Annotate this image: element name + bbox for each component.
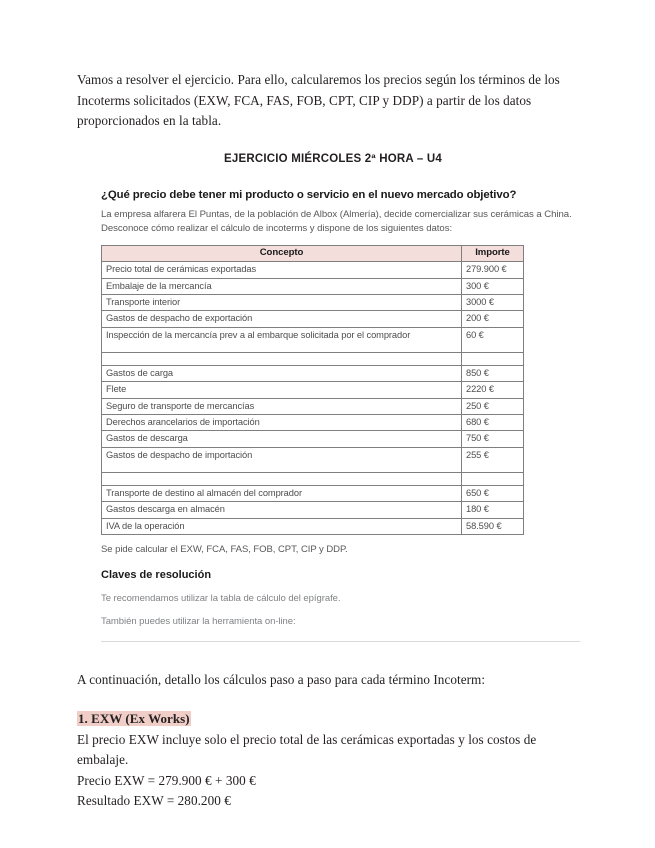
cell-concepto: Seguro de transporte de mercancías [102, 398, 462, 414]
cell-importe: 58.590 € [462, 518, 524, 534]
cell-importe: 60 € [462, 327, 524, 352]
table-spacer-row [102, 352, 524, 365]
table-row [102, 382, 524, 398]
section-divider [101, 641, 580, 642]
cell-concepto: Gastos descarga en almacén [102, 502, 462, 518]
embedded-description: La empresa alfarera El Puntas, de la población de Albox (Almería), decide comercializar sus cerámicas a China. Desconoce cómo realizar el cálculo de incoterms y dispone de los siguientes datos: [101, 208, 572, 235]
column-header-concepto: Concepto [102, 245, 462, 261]
cell-concepto: Precio total de cerámicas exportadas [102, 262, 462, 278]
cell-concepto: Gastos de carga [102, 365, 462, 381]
table-row [102, 278, 524, 294]
cell-importe [462, 352, 524, 365]
embedded-heading: ¿Qué precio debe tener mi producto o servicio en el nuevo mercado objetivo? [101, 188, 517, 201]
table-row [102, 518, 524, 534]
cell-importe: 750 € [462, 431, 524, 447]
embedded-exercise-block [77, 189, 589, 642]
paragraph-gap [77, 690, 589, 709]
exw-formula: Precio EXW = 279.900 € + 300 € [77, 772, 256, 788]
cell-concepto: Transporte interior [102, 294, 462, 310]
cell-importe: 180 € [462, 502, 524, 518]
key-note-2: También puedes utilizar la herramienta on-line: [101, 615, 296, 627]
table-body [102, 262, 524, 535]
table-row [102, 398, 524, 414]
cell-importe: 650 € [462, 485, 524, 501]
cell-importe [462, 472, 524, 485]
cell-concepto: Gastos de despacho de importación [102, 447, 462, 472]
table-row [102, 414, 524, 430]
table-row [102, 431, 524, 447]
exercise-title: EJERCICIO MIÉRCOLES 2ª HORA – U4 [224, 152, 442, 165]
keys-heading: Claves de resolución [101, 568, 212, 581]
cell-concepto: Gastos de despacho de exportación [102, 311, 462, 327]
exw-description: El precio EXW incluye solo el precio total de las cerámicas exportadas y los costos de embalaje. [77, 731, 537, 768]
table-row [102, 485, 524, 501]
cell-importe: 680 € [462, 414, 524, 430]
solution-section [77, 670, 589, 812]
concept-amount-table [101, 245, 524, 535]
cell-importe: 200 € [462, 311, 524, 327]
cell-concepto: Flete [102, 382, 462, 398]
cell-concepto: Transporte de destino al almacén del comprador [102, 485, 462, 501]
table-row [102, 294, 524, 310]
cell-concepto [102, 472, 462, 485]
table-row [102, 311, 524, 327]
solution-lead: A continuación, detallo los cálculos paso a paso para cada término Incoterm: [77, 671, 486, 687]
cell-concepto: Inspección de la mercancía prev a al embarque solicitada por el comprador [102, 327, 462, 352]
cell-concepto [102, 352, 462, 365]
cell-concepto: Embalaje de la mercancía [102, 278, 462, 294]
table-spacer-row [102, 472, 524, 485]
request-line: Se pide calcular el EXW, FCA, FAS, FOB, CPT, CIP y DDP. [101, 543, 348, 555]
table-header-row [102, 245, 524, 261]
table-row [102, 502, 524, 518]
cell-importe: 300 € [462, 278, 524, 294]
table-row [102, 262, 524, 278]
cell-concepto: Derechos arancelarios de importación [102, 414, 462, 430]
exw-title-highlight: 1. EXW (Ex Works) [78, 711, 190, 727]
cell-importe: 850 € [462, 365, 524, 381]
column-header-importe: Importe [462, 245, 524, 261]
cell-importe: 250 € [462, 398, 524, 414]
cell-importe: 255 € [462, 447, 524, 472]
cell-concepto: IVA de la operación [102, 518, 462, 534]
table-row [102, 365, 524, 381]
cell-importe: 279.900 € [462, 262, 524, 278]
intro-paragraph: Vamos a resolver el ejercicio. Para ello, calcularemos los precios según los términos de los Incoterms solicitados (EXW, FCA, FAS, FOB, CPT, CIP y DDP) a partir de los datos proporcionados en la tabla. [77, 72, 560, 128]
cell-concepto: Gastos de descarga [102, 431, 462, 447]
table-row [102, 327, 524, 352]
key-note-1: Te recomendamos utilizar la tabla de cálculo del epígrafe. [101, 592, 341, 604]
cell-importe: 3000 € [462, 294, 524, 310]
exw-result: Resultado EXW = 280.200 € [77, 793, 231, 809]
exw-title-line [77, 709, 589, 730]
table-row [102, 447, 524, 472]
cell-importe: 2220 € [462, 382, 524, 398]
